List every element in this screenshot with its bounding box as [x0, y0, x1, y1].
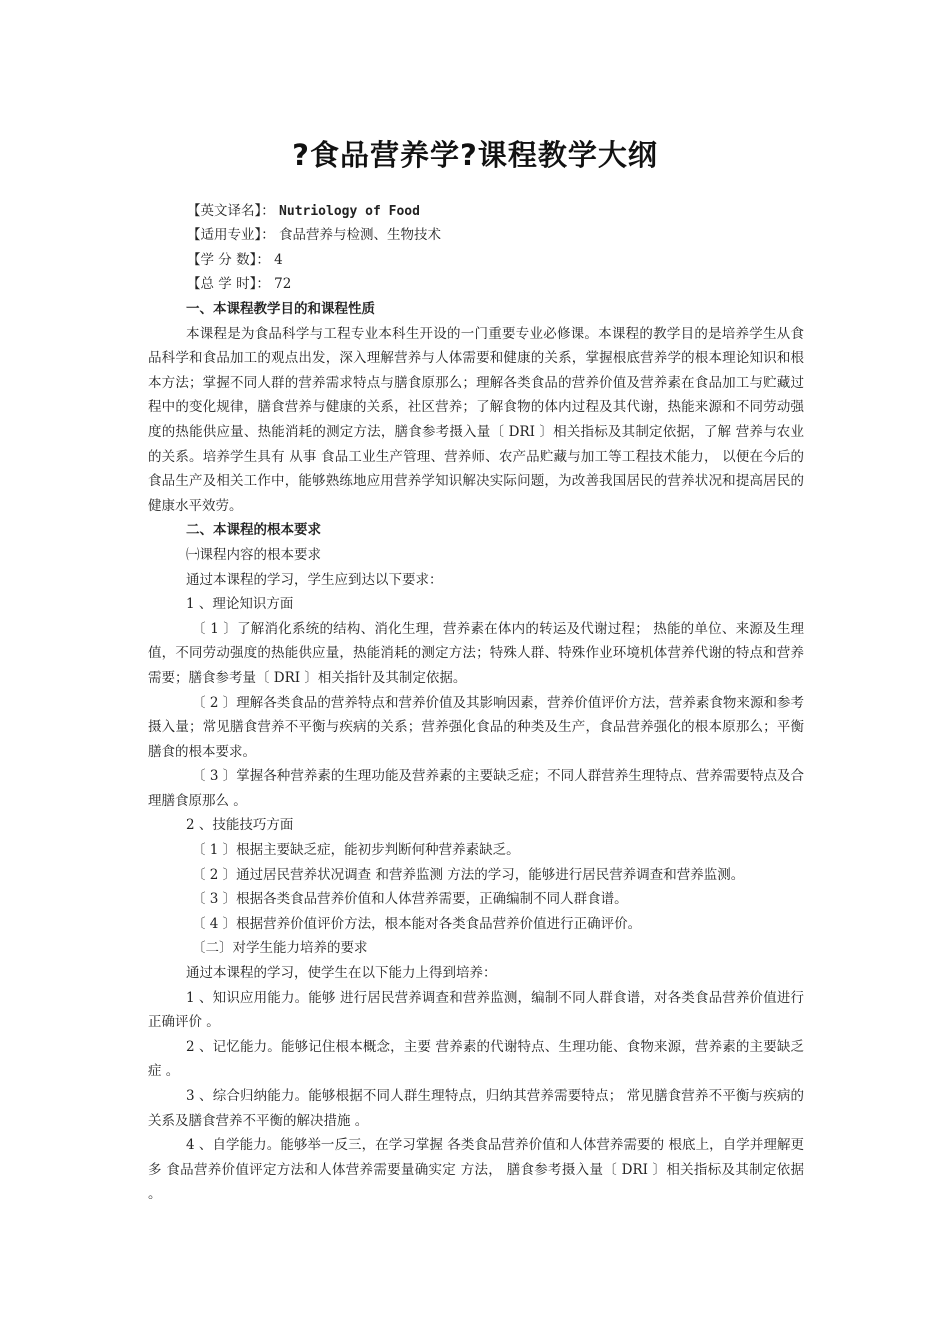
subsection-heading: ㈠课程内容的根本要求: [186, 546, 321, 563]
subsection-heading: 〔二〕对学生能力培养的要求: [192, 940, 368, 957]
list-item: 〔 1 〕了解消化系统的结构、消化生理，营养素在体内的转运及代谢过程； 热能的单位、来源及生理值，不同劳动强度的热能供应量，热能消耗的测定方法；特殊人群、特殊作业环境机体营养代谢的特点和营养需要；膳食参考量〔 DRI 〕相关指针及其制定依据。: [148, 620, 804, 686]
meta-label: 【学 分 数】：: [187, 252, 270, 268]
paragraph: 通过本课程的学习，使学生在以下能力上得到培养：: [186, 965, 497, 982]
list-item: 4 、自学能力。能够举一反三，在学习掌握 各类食品营养价值和人体营养需要的 根底上，自学并理解更多 食品营养价值评定方法和人体营养需要量确实定 方法， 膳食参考摄入量〔 DRI 〕相关指标及其制定依据 。: [148, 1137, 804, 1203]
list-item: 〔 1 〕根据主要缺乏症，能初步判断何种营养素缺乏。: [192, 842, 520, 859]
list-item: 2 、记忆能力。能够记住根本概念，主要 营养素的代谢特点、生理功能、食物来源，营养素的主要缺乏症 。: [148, 1038, 804, 1080]
document-title: ?食品营养学?课程教学大纲: [292, 138, 658, 172]
list-heading: 2 、技能技巧方面: [186, 817, 294, 834]
section-heading: 一、本课程教学目的和课程性质: [186, 301, 375, 317]
meta-value: 72: [274, 276, 292, 292]
meta-label: 【总 学 时】：: [187, 276, 270, 292]
paragraph: 本课程是为食品科学与工程专业本科生开设的一门重要专业必修课。本课程的教学目的是培养学生从食品科学和食品加工的观点出发，深入理解营养与人体需要和健康的关系，掌握根底营养学的根本理论知识和根本方法；掌握不同人群的营养需求特点与膳食原那么；理解各类食品的营养价值及营养素在食品加工与贮藏过程中的变化规律，膳食营养与健康的关系，社区营养；了解食物的体内过程及其代谢，热能来源和不同劳动强度的热能供应量、热能消耗的测定方法，膳食参考摄入量〔 DRI 〕相关指标及其制定依据，了解 营养与农业的关系。培养学生具有 从事 食品工业生产管理、营养师、农产品贮藏与加工等工程技术能力， 以便在今后的食品生产及相关工作中，能够熟练地应用营养学知识解决实际问题，为改善我国居民的营养状况和提高居民的健康水平效劳。: [148, 325, 804, 514]
paragraph: 通过本课程的学习，学生应到达以下要求：: [186, 571, 443, 588]
meta-label: 【适用专业】：: [187, 227, 275, 243]
list-item: 〔 4 〕根据营养价值评价方法，根本能对各类食品营养价值进行正确评价。: [192, 915, 642, 932]
list-item: 〔 3 〕根据各类食品营养价值和人体营养需要，正确编制不同人群食谱。: [192, 891, 628, 908]
list-item: 〔 3 〕掌握各种营养素的生理功能及营养素的主要缺乏症；不同人群营养生理特点、营养需要特点及合理膳食原那么 。: [148, 768, 804, 809]
list-item: 〔 2 〕理解各类食品的营养特点和营养价值及其影响因素，营养价值评价方法，营养素食物来源和参考摄入量；常见膳食营养不平衡与疾病的关系；营养强化食品的种类及生产，食品营养强化的根本原那么；平衡膳食的根本要求。: [148, 694, 804, 760]
meta-major: [187, 226, 441, 244]
meta-credits: [187, 251, 283, 269]
section-heading: 二、本课程的根本要求: [186, 522, 321, 539]
list-item: 3 、综合归纳能力。能够根据不同人群生理特点，归纳其营养需要特点； 常见膳食营养不平衡与疾病的关系及膳食营养不平衡的解决措施 。: [148, 1088, 804, 1129]
list-item: 〔 2 〕通过居民营养状况调查 和营养监测 方法的学习，能够进行居民营养调查和营养监测。: [192, 866, 745, 883]
list-heading: 1 、理论知识方面: [186, 596, 294, 613]
list-item: 1 、知识应用能力。能够 进行居民营养调查和营养监测，编制不同人群食谱，对各类食品营养价值进行正确评价 。: [148, 989, 804, 1031]
document-body: [148, 297, 804, 1207]
meta-english-name: [187, 202, 420, 221]
meta-value: Nutriology of Food: [279, 204, 420, 219]
meta-value: 4: [274, 252, 283, 268]
meta-hours: [187, 275, 291, 293]
meta-value: 食品营养与检测、生物技术: [279, 227, 442, 243]
meta-label: 【英文译名】：: [187, 203, 275, 219]
